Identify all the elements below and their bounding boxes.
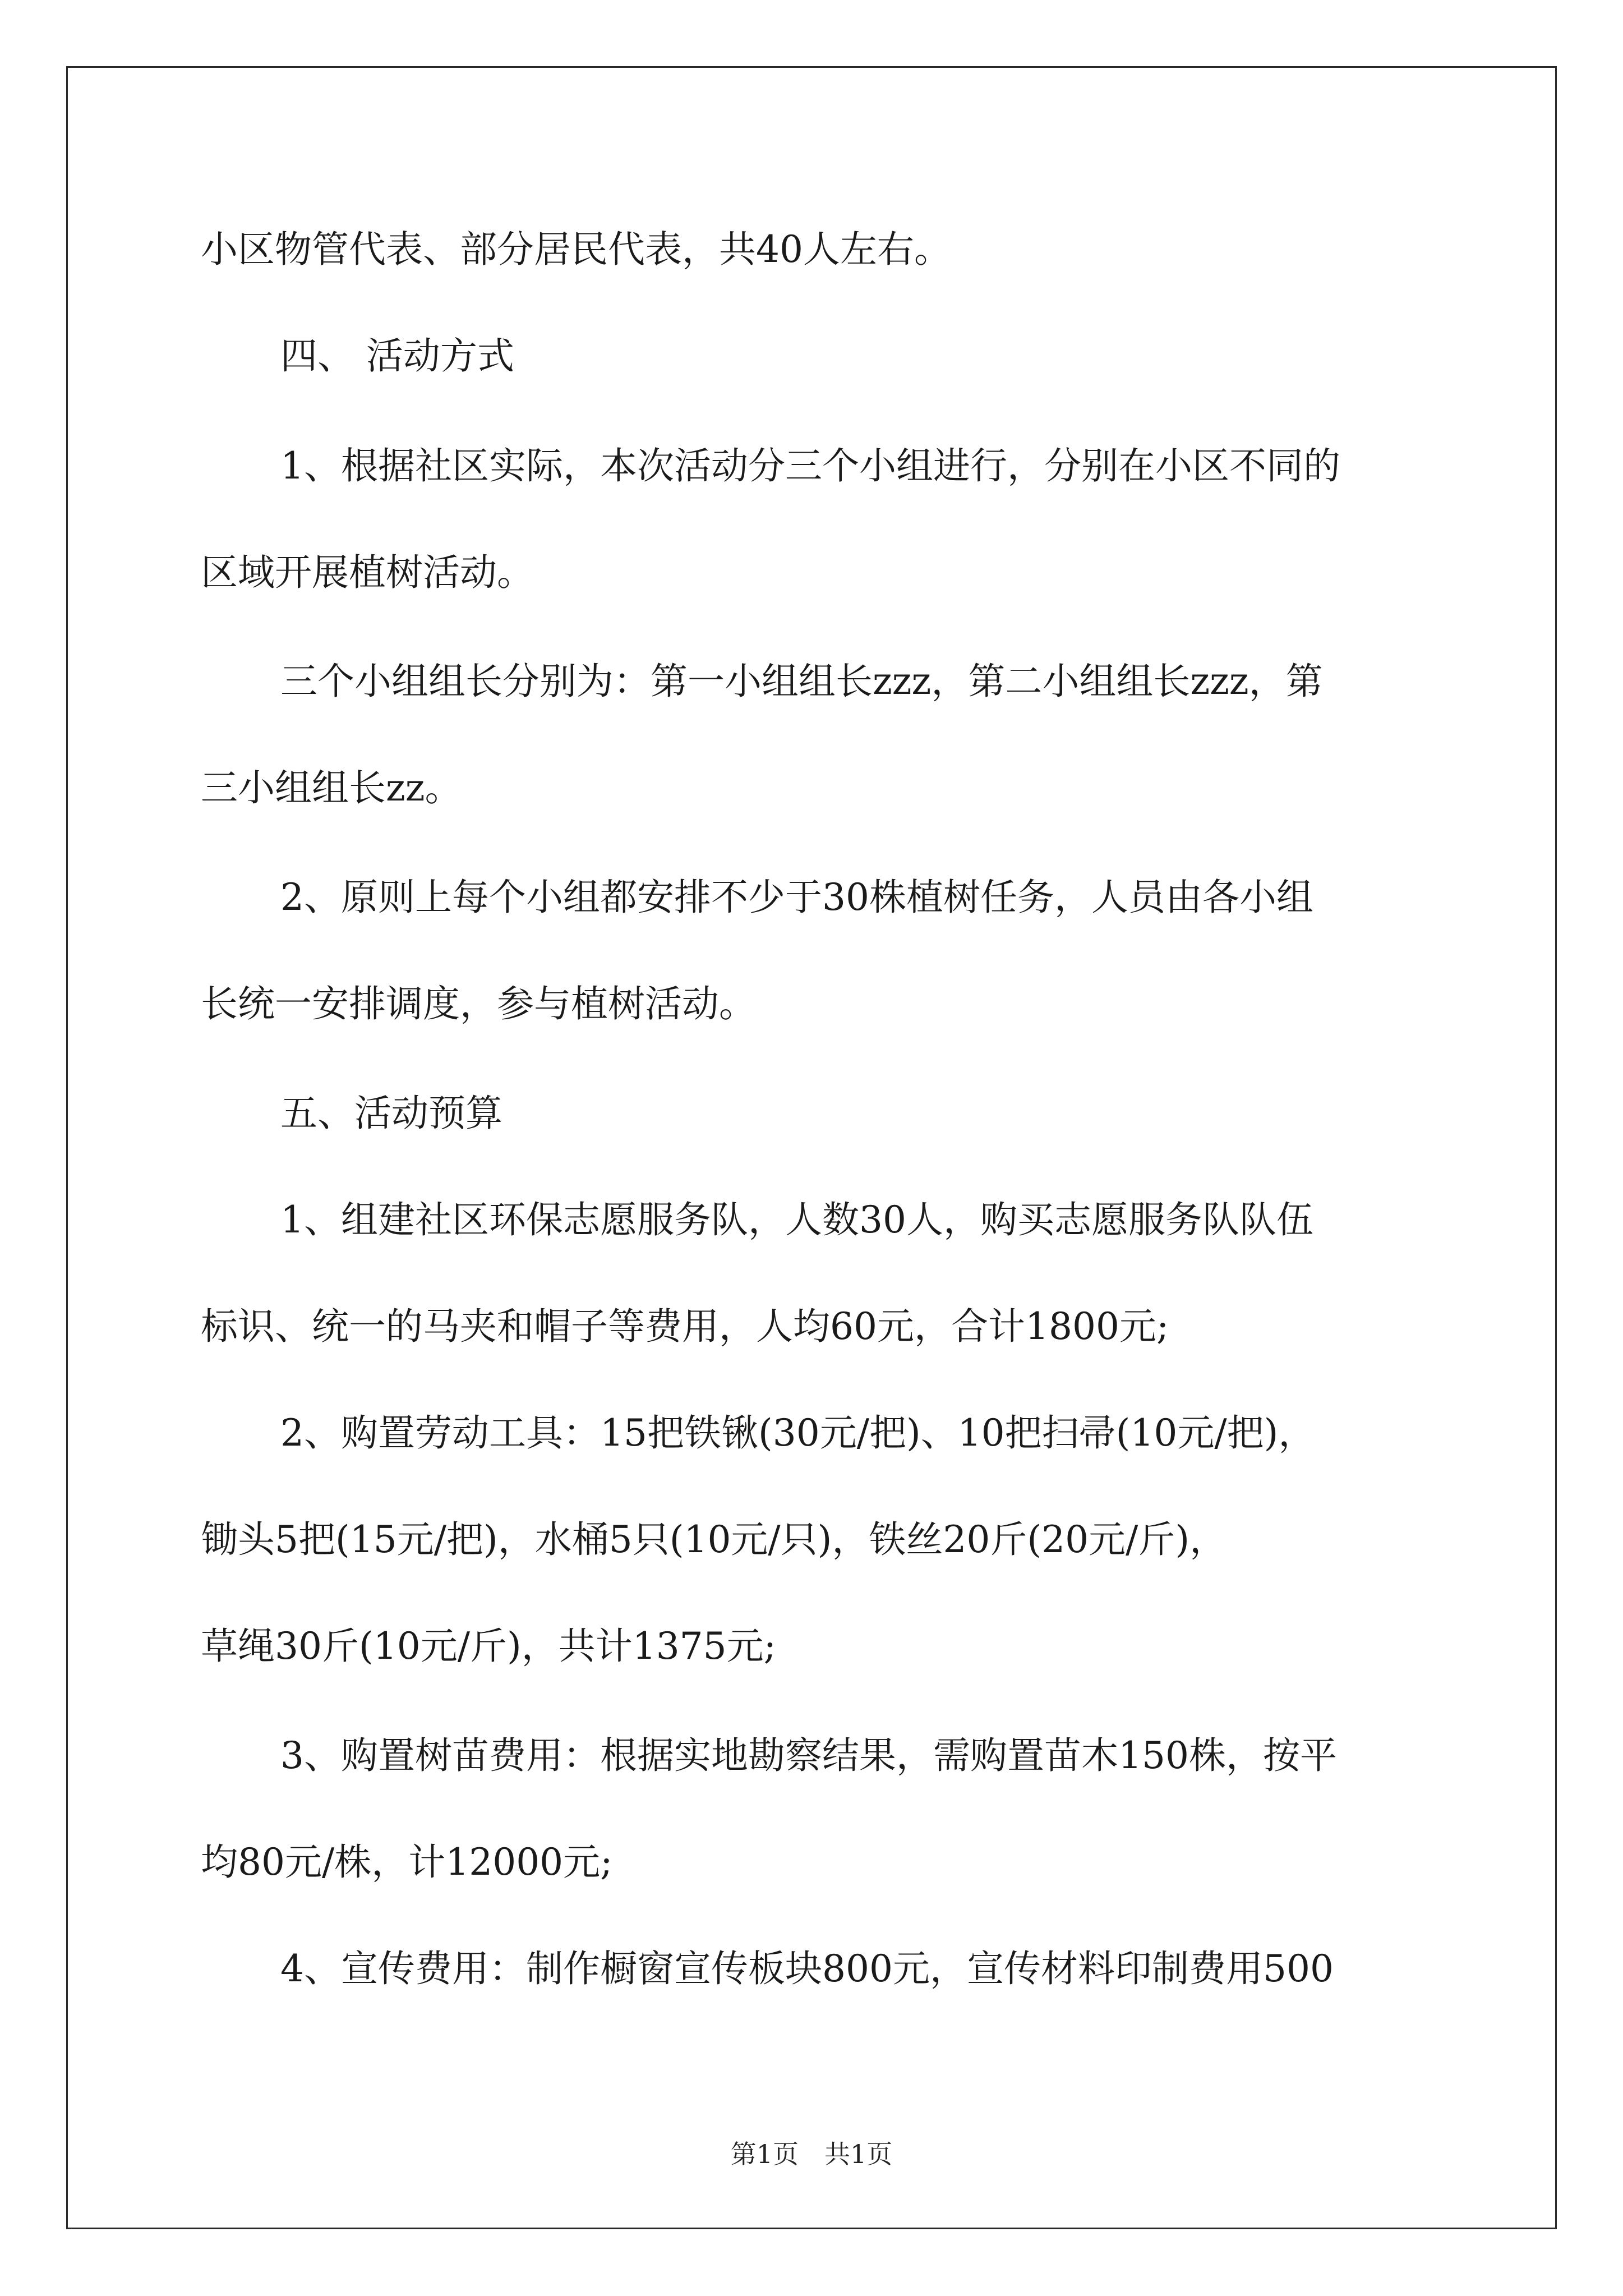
text-line-content: 三个小组组长分别为：第一小组组长zzz，第二小组组长zzz，第 <box>280 660 1323 703</box>
text-line-content: 长统一安排调度，参与植树活动。 <box>201 982 756 1025</box>
text-line-content: 1、根据社区实际，本次活动分三个小组进行，分别在小区不同的 <box>280 444 1340 487</box>
text-line-content: 均80元/株，计12000元; <box>201 1841 613 1884</box>
text-line-content: 4、宣传费用：制作橱窗宣传板块800元，宣传材料印制费用500 <box>280 1947 1334 1990</box>
text-line <box>0 1832 1623 1893</box>
text-line-content: 三小组组长zz。 <box>201 766 462 809</box>
text-line <box>0 1938 1623 2000</box>
text-line <box>0 1402 1623 1464</box>
text-line <box>0 1509 1623 1571</box>
text-line <box>0 1725 1623 1787</box>
section-heading-content: 四、 活动方式 <box>280 334 514 378</box>
text-line-content: 锄头5把(15元/把)，水桶5只(10元/只)，铁丝20斤(20元/斤)， <box>201 1518 1227 1561</box>
page-footer: 第1页 共1页 <box>730 2139 893 2169</box>
text-line <box>0 542 1623 604</box>
text-line <box>0 1189 1623 1251</box>
text-line <box>0 1616 1623 1677</box>
section-heading-content: 五、活动预算 <box>280 1092 502 1135</box>
text-line-content: 标识、统一的马夹和帽子等费用，人均60元，合计1800元; <box>201 1305 1169 1348</box>
text-line <box>0 219 1623 280</box>
text-line <box>0 757 1623 819</box>
text-line <box>0 651 1623 712</box>
page-border <box>66 66 1557 2229</box>
text-line-content: 草绳30斤(10元/斤)，共计1375元; <box>201 1625 776 1668</box>
text-line <box>0 1296 1623 1358</box>
text-line-content: 区域开展植树活动。 <box>201 551 534 594</box>
text-line-content: 2、原则上每个小组都安排不少于30株植树任务，人员由各小组 <box>280 876 1313 919</box>
text-line <box>0 973 1623 1035</box>
text-line <box>0 435 1623 497</box>
section-heading <box>0 1083 1623 1144</box>
section-heading <box>0 325 1623 387</box>
text-line <box>0 867 1623 928</box>
text-line-content: 小区物管代表、部分居民代表，共40人左右。 <box>201 228 951 271</box>
text-line-content: 3、购置树苗费用：根据实地勘察结果，需购置苗木150株，按平 <box>280 1734 1337 1777</box>
text-line-content: 1、组建社区环保志愿服务队，人数30人，购买志愿服务队队伍 <box>280 1198 1313 1241</box>
text-line-content: 2、购置劳动工具：15把铁锹(30元/把)、10把扫帚(10元/把)， <box>280 1411 1316 1455</box>
